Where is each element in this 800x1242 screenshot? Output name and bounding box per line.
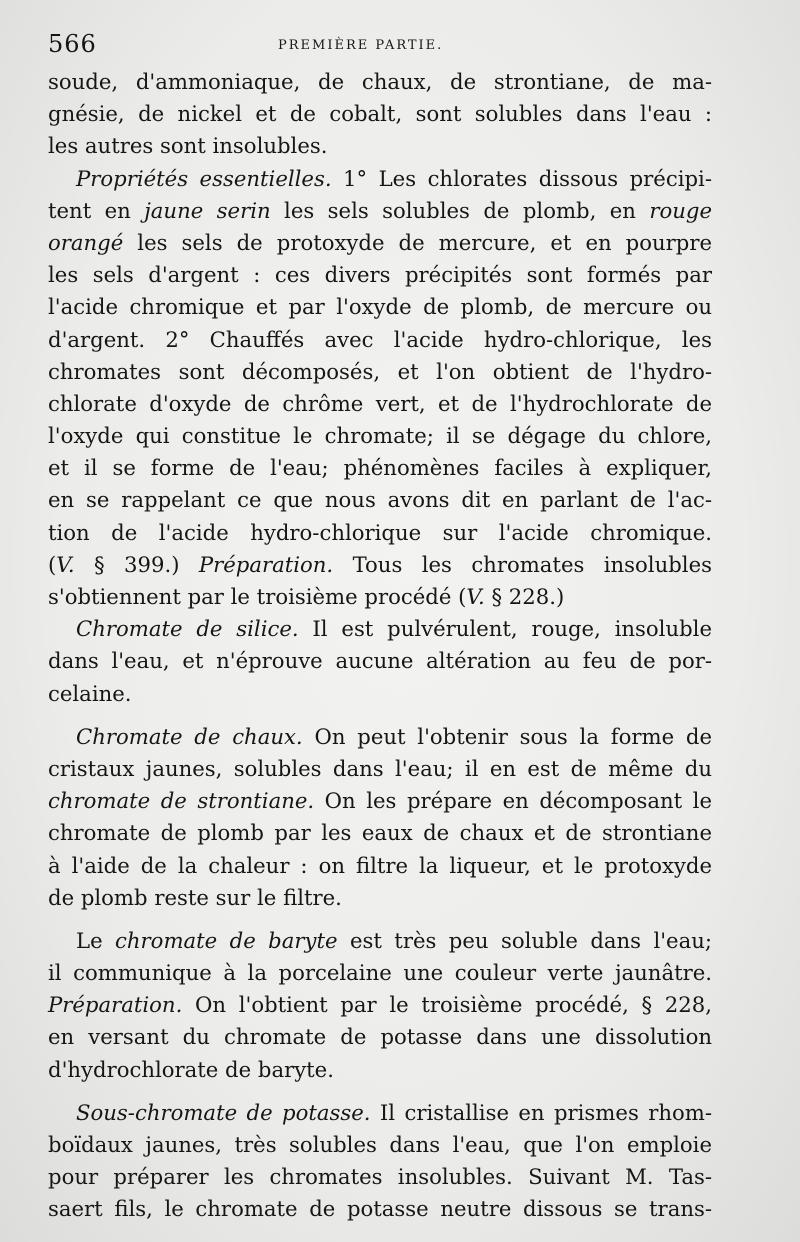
text-line xyxy=(48,98,712,130)
text-run: tion de l'acide hydro-chlorique sur l'acide chromique. xyxy=(48,519,712,545)
italic-text-run: V. xyxy=(56,551,75,577)
text-line xyxy=(48,957,712,989)
text-run: ( xyxy=(48,551,57,577)
italic-text-run: orangé xyxy=(48,229,124,255)
text-run: dans l'eau, et n'éprouve aucune altération au feu de por- xyxy=(48,648,712,674)
text-run: les sels d'argent : ces divers précipités sont formés par xyxy=(48,262,712,288)
italic-text-run: chromate de strontiane. xyxy=(48,788,315,814)
text-line xyxy=(48,1129,712,1161)
text-run: chromates sont décomposés, et l'on obtient de l'hydro- xyxy=(48,358,712,384)
text-run: soude, d'ammoniaque, de chaux, de strontiane, de ma- xyxy=(48,69,712,94)
text-line xyxy=(48,66,712,98)
italic-text-run: Propriétés essentielles. xyxy=(76,165,332,191)
text-run: tent en xyxy=(48,197,145,223)
text-run: en se rappelant ce que nous avons dit en parlant de l'ac- xyxy=(48,487,712,513)
italic-text-run: jaune serin xyxy=(144,197,271,223)
text-line xyxy=(48,130,712,162)
text-line xyxy=(48,785,712,817)
text-run: chlorate d'oxyde de chrôme vert, et de l'hydrochlorate de xyxy=(48,390,712,416)
text-run: à l'aide de la chaleur : on filtre la liqueur, et le protoxyde xyxy=(48,852,712,878)
text-run: les sels solubles de plomb, en xyxy=(270,197,650,223)
running-head: PREMIÈRE PARTIE. xyxy=(278,38,444,53)
text-run: de plomb reste sur le filtre. xyxy=(48,884,342,910)
text-line xyxy=(48,484,712,516)
text-line xyxy=(48,1054,712,1086)
text-run: boïdaux jaunes, très solubles dans l'eau, que l'on emploie xyxy=(48,1132,712,1157)
text-line xyxy=(48,452,712,484)
body-text xyxy=(48,66,712,1226)
text-run: § 228.) xyxy=(484,584,565,609)
text-line xyxy=(48,549,712,581)
italic-text-run: Préparation. xyxy=(48,992,183,1018)
text-run: On l'obtient par le troisième procédé, § 228, xyxy=(182,992,712,1018)
text-run: et il se forme de l'eau; phénomènes faciles à expliquer, xyxy=(48,455,712,481)
text-run: chromate de plomb par les eaux de chaux et de strontiane xyxy=(48,820,712,846)
text-run: On peut l'obtenir sous la forme de xyxy=(302,723,712,749)
text-run: d'argent. 2° Chauffés avec l'acide hydro-chlorique, les xyxy=(48,326,712,352)
text-line xyxy=(48,1193,712,1225)
italic-text-run: rouge xyxy=(649,197,712,223)
text-run: pour préparer les chromates insolubles. Suivant M. Tas- xyxy=(48,1164,712,1190)
text-run: celaine. xyxy=(48,680,132,706)
paragraph-gap xyxy=(48,710,712,721)
text-line xyxy=(48,925,712,957)
text-line xyxy=(48,989,712,1021)
text-run: Le xyxy=(76,927,116,953)
italic-text-run: Préparation. xyxy=(198,551,334,577)
text-run: gnésie, de nickel et de cobalt, sont solubles dans l'eau : xyxy=(48,101,712,127)
text-line xyxy=(48,356,712,388)
text-run: Il cristallise en prismes rhom- xyxy=(370,1099,712,1125)
text-run: § 399.) xyxy=(74,551,199,577)
text-line xyxy=(48,850,712,882)
text-run: il communique à la porcelaine une couleur verte jaunâtre. xyxy=(48,960,712,986)
text-line xyxy=(48,259,712,291)
text-line xyxy=(48,291,712,323)
text-line xyxy=(48,581,712,613)
page-header xyxy=(48,30,718,64)
text-line xyxy=(48,420,712,452)
paragraph-gap xyxy=(48,1086,712,1097)
page-number: 566 xyxy=(48,30,97,58)
text-run: cristaux jaunes, solubles dans l'eau; il en est de même du xyxy=(48,755,712,781)
text-line xyxy=(48,1161,712,1193)
text-run: les sels de protoxyde de mercure, et en pourpre xyxy=(123,229,712,255)
text-run: 1° Les chlorates dissous précipi- xyxy=(331,165,712,191)
text-run: l'oxyde qui constitue le chromate; il se dégage du chlore, xyxy=(48,423,712,449)
text-line xyxy=(48,613,712,645)
text-line xyxy=(48,1097,712,1129)
text-run: est très peu soluble dans l'eau; xyxy=(337,927,713,953)
italic-text-run: Chromate de chaux. xyxy=(76,723,303,749)
text-run: Tous les chromates insolubles xyxy=(333,551,712,577)
paragraph-gap xyxy=(48,914,712,925)
text-line xyxy=(48,324,712,356)
text-line xyxy=(48,721,712,753)
text-line xyxy=(48,163,712,195)
text-run: Il est pulvérulent, rouge, insoluble xyxy=(298,616,712,642)
italic-text-run: V. xyxy=(466,584,485,609)
text-run: les autres sont insolubles. xyxy=(48,133,328,159)
text-line xyxy=(48,1021,712,1053)
text-line xyxy=(48,517,712,549)
text-line xyxy=(48,882,712,914)
italic-text-run: chromate de baryte xyxy=(115,927,338,953)
text-run: On les prépare en décomposant le xyxy=(314,788,712,814)
text-run: saert fils, le chromate de potasse neutre dissous se trans- xyxy=(48,1196,712,1222)
italic-text-run: Chromate de silice. xyxy=(76,616,299,642)
text-line xyxy=(48,678,712,710)
text-line xyxy=(48,227,712,259)
text-run: en versant du chromate de potasse dans une dissolution xyxy=(48,1024,712,1050)
text-line xyxy=(48,645,712,677)
text-run: s'obtiennent par le troisième procédé ( xyxy=(48,584,467,609)
text-run: d'hydrochlorate de baryte. xyxy=(48,1056,334,1082)
text-line xyxy=(48,753,712,785)
text-line xyxy=(48,195,712,227)
text-line xyxy=(48,817,712,849)
text-run: l'acide chromique et par l'oxyde de plomb, de mercure ou xyxy=(48,294,712,320)
text-line xyxy=(48,388,712,420)
italic-text-run: Sous-chromate de potasse. xyxy=(76,1099,371,1125)
